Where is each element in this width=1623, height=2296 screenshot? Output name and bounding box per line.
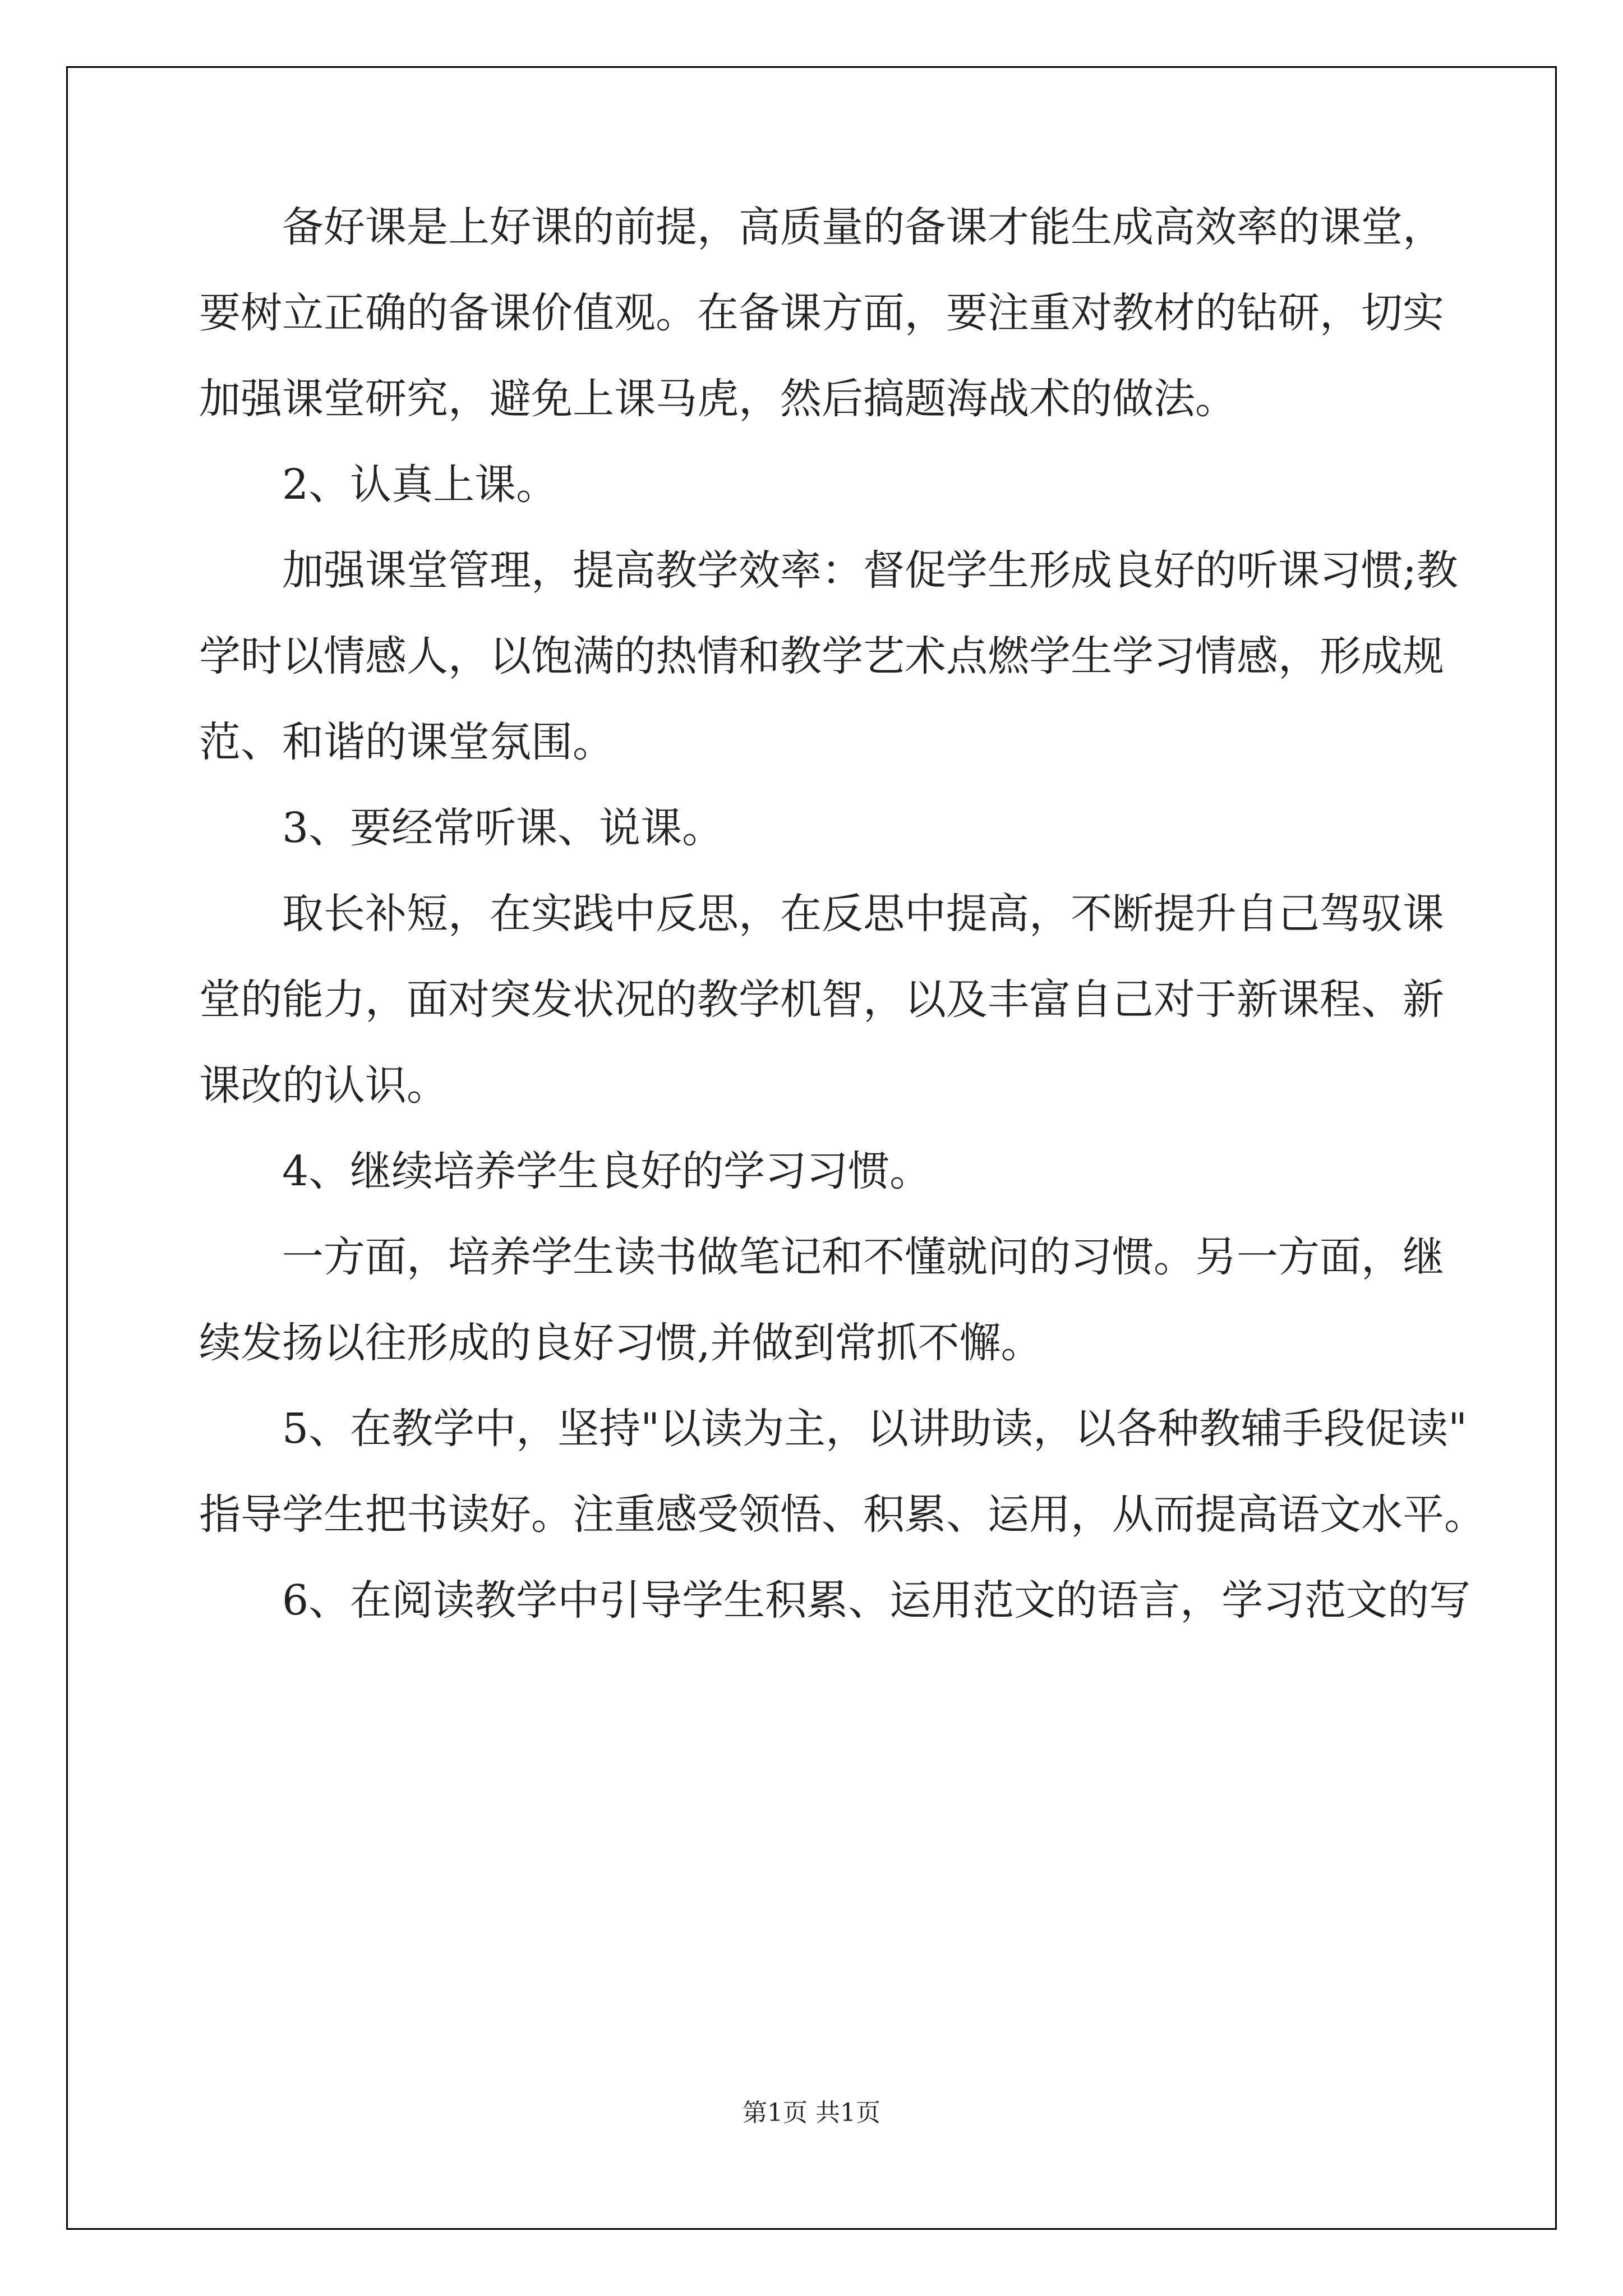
paragraph-line: 加强课堂管理，提高教学效率：督促学生形成良好的听课习惯;教 [282,546,1458,595]
paragraph-line: 取长补短，在实践中反思，在反思中提高，不断提升自己驾驭课 [282,890,1444,938]
paragraph-line: 指导学生把书读好。注重感受领悟、积累、运用，从而提高语文水平。 [199,1490,1486,1539]
paragraph-line: 备好课是上好课的前提，高质量的备课才能生成高效率的课堂， [282,203,1444,251]
paragraph-line: 学时以情感人，以饱满的热情和教学艺术点燃学生学习情感，形成规 [199,632,1444,680]
paragraph-line: 5、在教学中，坚持"以读为主，以讲助读，以各种教辅手段促读" [282,1405,1468,1453]
paragraph-line: 6、在阅读教学中引导学生积累、运用范文的语言，学习范文的写 [282,1576,1471,1625]
section-heading: 2、认真上课。 [282,461,558,509]
section-heading: 4、继续培养学生良好的学习习惯。 [282,1147,932,1195]
paragraph-line: 堂的能力，面对突发状况的教学机智，以及丰富自己对于新课程、新 [199,976,1444,1024]
paragraph-line: 加强课堂研究，避免上课马虎，然后搞题海战术的做法。 [199,375,1237,423]
paragraph-line: 要树立正确的备课价值观。在备课方面，要注重对教材的钻研，切实 [199,289,1444,337]
paragraph-line: 范、和谐的课堂氛围。 [199,718,614,766]
paragraph-line: 课改的认识。 [199,1061,448,1110]
section-heading: 3、要经常听课、说课。 [282,804,724,852]
page-footer: 第1页 共1页 [743,2099,880,2127]
paragraph-line: 一方面，培养学生读书做笔记和不懂就问的习惯。另一方面，继 [282,1233,1444,1281]
paragraph-line: 续发扬以往形成的良好习惯,并做到常抓不懈。 [199,1319,1043,1367]
